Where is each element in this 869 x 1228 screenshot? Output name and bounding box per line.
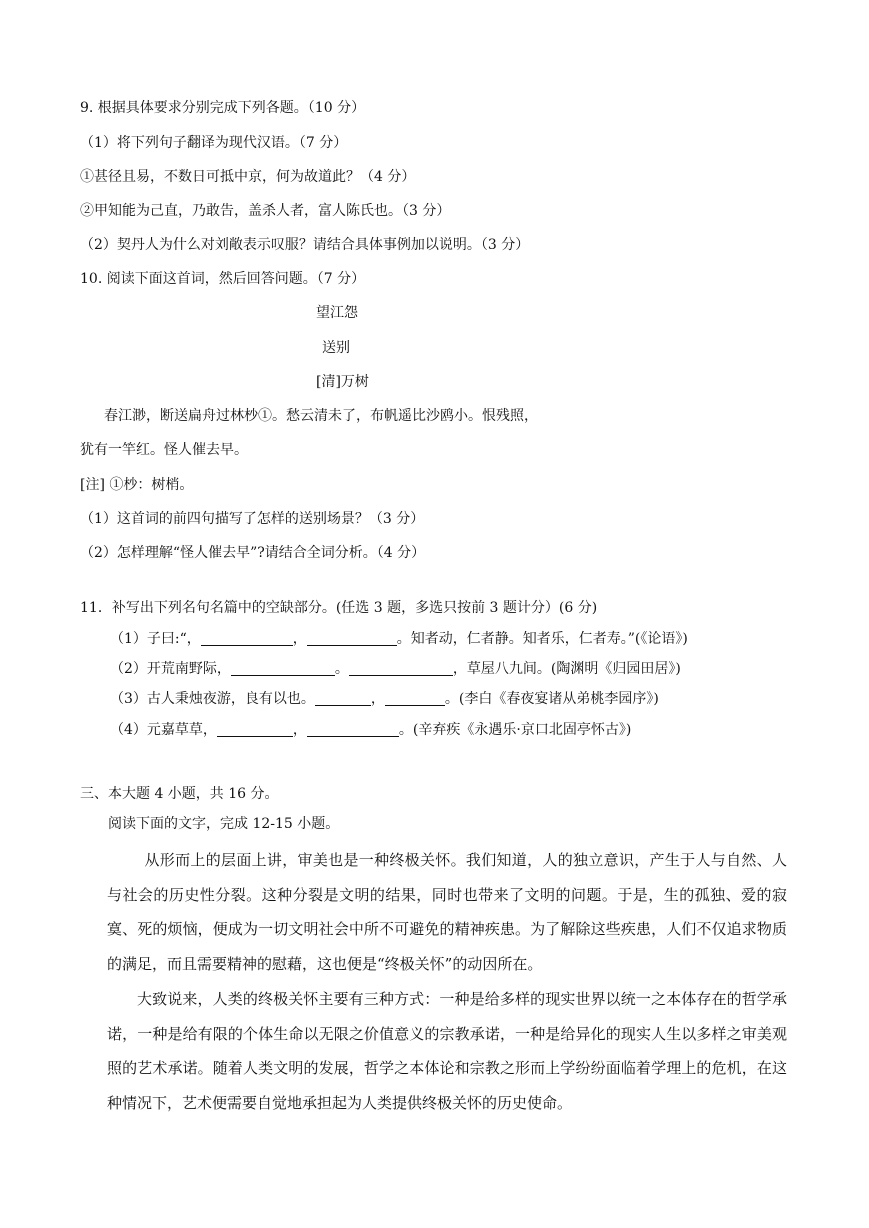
passage-paragraph-1: 从形而上的层面上讲，审美也是一种终极关怀。我们知道，人的独立意识，产生于人与自然、人与社会的历史性分裂。这种分裂是文明的结果，同时也带来了文明的问题。于是，生的孤独、爱的寂寞、死的烦恼，便成为一切文明社会中所不可避免的精神疾患。为了解除这些疾患，人们不仅追求物质的满足，而且需要精神的慰藉，这也便是“终极关怀”的动因所在。 (107, 851, 787, 974)
answer-blank[interactable] (385, 691, 445, 706)
answer-blank[interactable] (231, 661, 335, 676)
q11-item-2 (110, 659, 681, 679)
q9-sentence-2: ②甲知能为己直，乃敢告，盖杀人者，富人陈氏也。（3 分） (80, 203, 451, 219)
answer-blank[interactable] (315, 691, 371, 706)
q10-title: 10. 阅读下面这首词，然后回答问题。（7 分） (80, 271, 366, 287)
q9-sub1: （1）将下列句子翻译为现代汉语。（7 分） (80, 135, 348, 151)
passage-paragraph-2: 大致说来，人类的终极关怀主要有三种方式：一种是给多样的现实世界以统一之本体存在的哲学承诺，一种是给有限的个体生命以无限之价值意义的宗教承诺，一种是给异化的现实人生以多样之审美观照的艺术承诺。随着人类文明的发展，哲学之本体论和宗教之形而上学纷纷面临着学理上的危机，在这种情况下，艺术便需要自觉地承担起为人类提供终极关怀的历史使命。 (107, 990, 787, 1113)
answer-blank[interactable] (217, 722, 293, 737)
answer-blank[interactable] (349, 661, 453, 676)
q11-item-3-text-b: ， (370, 691, 385, 707)
answer-blank[interactable] (201, 631, 293, 646)
q10-sub1: （1）这首词的前四句描写了怎样的送别场景？（3 分） (80, 511, 425, 527)
q11-item-1 (110, 629, 688, 649)
q11-item-1-text-a: （1）子曰:“， (110, 631, 201, 647)
section-3-instruction: 阅读下面的文字，完成 12-15 小题。 (108, 816, 340, 832)
q11-title: 11．补写出下列名句名篇中的空缺部分。(任选 3 题，多选只按前 3 题计分）(6 分) (80, 600, 598, 616)
poem-line-2: 犹有一竿红。怪人催去早。 (80, 442, 248, 458)
q11-item-4-text-a: （4）元嘉草草， (110, 722, 217, 738)
q11-item-3 (110, 689, 659, 709)
q11-item-4-text-c: 。(辛弃疾《永遇乐·京口北固亭怀古》) (398, 722, 632, 738)
q11-item-4 (110, 720, 631, 740)
poem-author: [清]万树 (316, 374, 369, 390)
q9-sentence-1: ①甚径且易，不数日可抵中京，何为故道此？（4 分） (80, 169, 416, 185)
poem-title: 望江怨 (316, 305, 358, 321)
answer-blank[interactable] (307, 631, 397, 646)
q11-item-3-text-a: （3）古人秉烛夜游，良有以也。 (110, 691, 315, 707)
poem-subtitle: 送别 (322, 340, 350, 356)
q9-sub2: （2）契丹人为什么对刘敞表示叹服？请结合具体事例加以说明。（3 分） (80, 237, 530, 253)
section-3-heading: 三、本大题 4 小题，共 16 分。 (80, 786, 279, 802)
q11-item-3-text-c: 。(李白《春夜宴诸从弟桃李园序》) (444, 691, 659, 707)
q11-item-1-text-b: ， (292, 631, 307, 647)
q9-title: 9. 根据具体要求分别完成下列各题。（10 分） (80, 100, 366, 116)
q11-item-4-text-b: ， (292, 722, 307, 738)
q11-item-2-text-a: （2）开荒南野际， (110, 661, 231, 677)
q11-item-2-text-c: ，草屋八九间。(陶渊明《归园田居》) (452, 661, 681, 677)
poem-line-1: 春江渺，断送扁舟过林杪①。愁云清未了，布帆遥比沙鸥小。恨残照， (104, 408, 538, 424)
poem-note: [注] ①杪：树梢。 (80, 477, 194, 493)
answer-blank[interactable] (307, 722, 399, 737)
q11-item-2-text-b: 。 (334, 661, 349, 677)
q10-sub2: （2）怎样理解“怪人催去早”?请结合全词分析。（4 分） (80, 545, 426, 561)
q11-item-1-text-c: 。知者动，仁者静。知者乐，仁者寿。”(《论语》) (396, 631, 688, 647)
